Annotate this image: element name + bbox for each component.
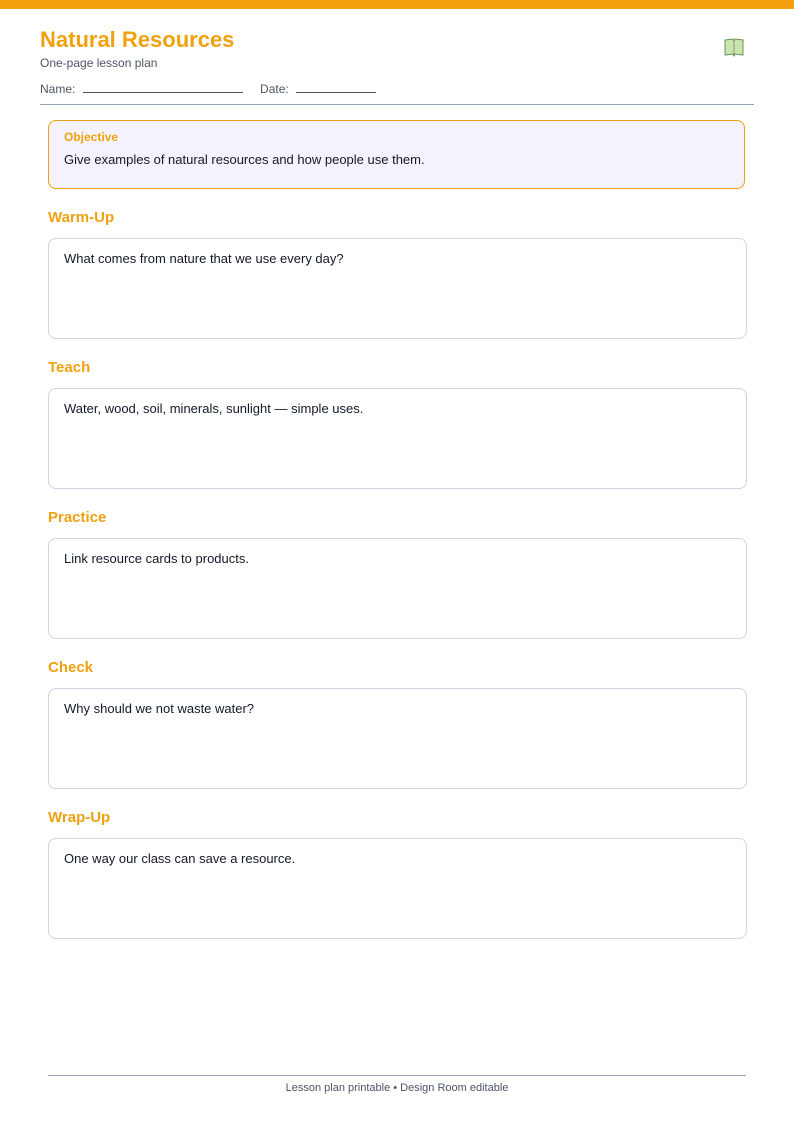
name-label: Name: xyxy=(40,82,76,96)
check-heading: Check xyxy=(48,659,94,676)
wrap-up-heading: Wrap-Up xyxy=(48,809,111,826)
book-icon xyxy=(723,36,745,58)
practice-heading: Practice xyxy=(48,509,107,526)
wrap-up-box[interactable] xyxy=(48,838,747,939)
wrap-up-text: One way our class can save a resource. xyxy=(64,851,296,866)
top-accent-bar xyxy=(0,0,794,9)
footer-divider xyxy=(48,1075,746,1076)
teach-box[interactable] xyxy=(48,388,747,489)
warm-up-heading: Warm-Up xyxy=(48,209,115,226)
practice-box[interactable] xyxy=(48,538,747,639)
name-field[interactable] xyxy=(83,82,243,93)
page-subtitle: One-page lesson plan xyxy=(40,56,158,70)
teach-heading: Teach xyxy=(48,359,91,376)
check-box[interactable] xyxy=(48,688,747,789)
header-divider xyxy=(40,104,754,105)
teach-text: Water, wood, soil, minerals, sunlight — simple uses. xyxy=(64,401,364,416)
check-text: Why should we not waste water? xyxy=(64,701,255,716)
date-field[interactable] xyxy=(296,82,376,93)
practice-text: Link resource cards to products. xyxy=(64,551,249,566)
warm-up-text: What comes from nature that we use every day? xyxy=(64,251,344,266)
page-title: Natural Resources xyxy=(40,27,235,52)
objective-box xyxy=(48,120,745,189)
warm-up-box[interactable] xyxy=(48,238,747,339)
objective-text: Give examples of natural resources and how people use them. xyxy=(64,152,425,167)
name-date-line xyxy=(40,82,376,96)
footer-text: Lesson plan printable • Design Room editable xyxy=(285,1082,509,1094)
objective-label: Objective xyxy=(64,130,119,144)
date-label: Date: xyxy=(260,82,289,96)
